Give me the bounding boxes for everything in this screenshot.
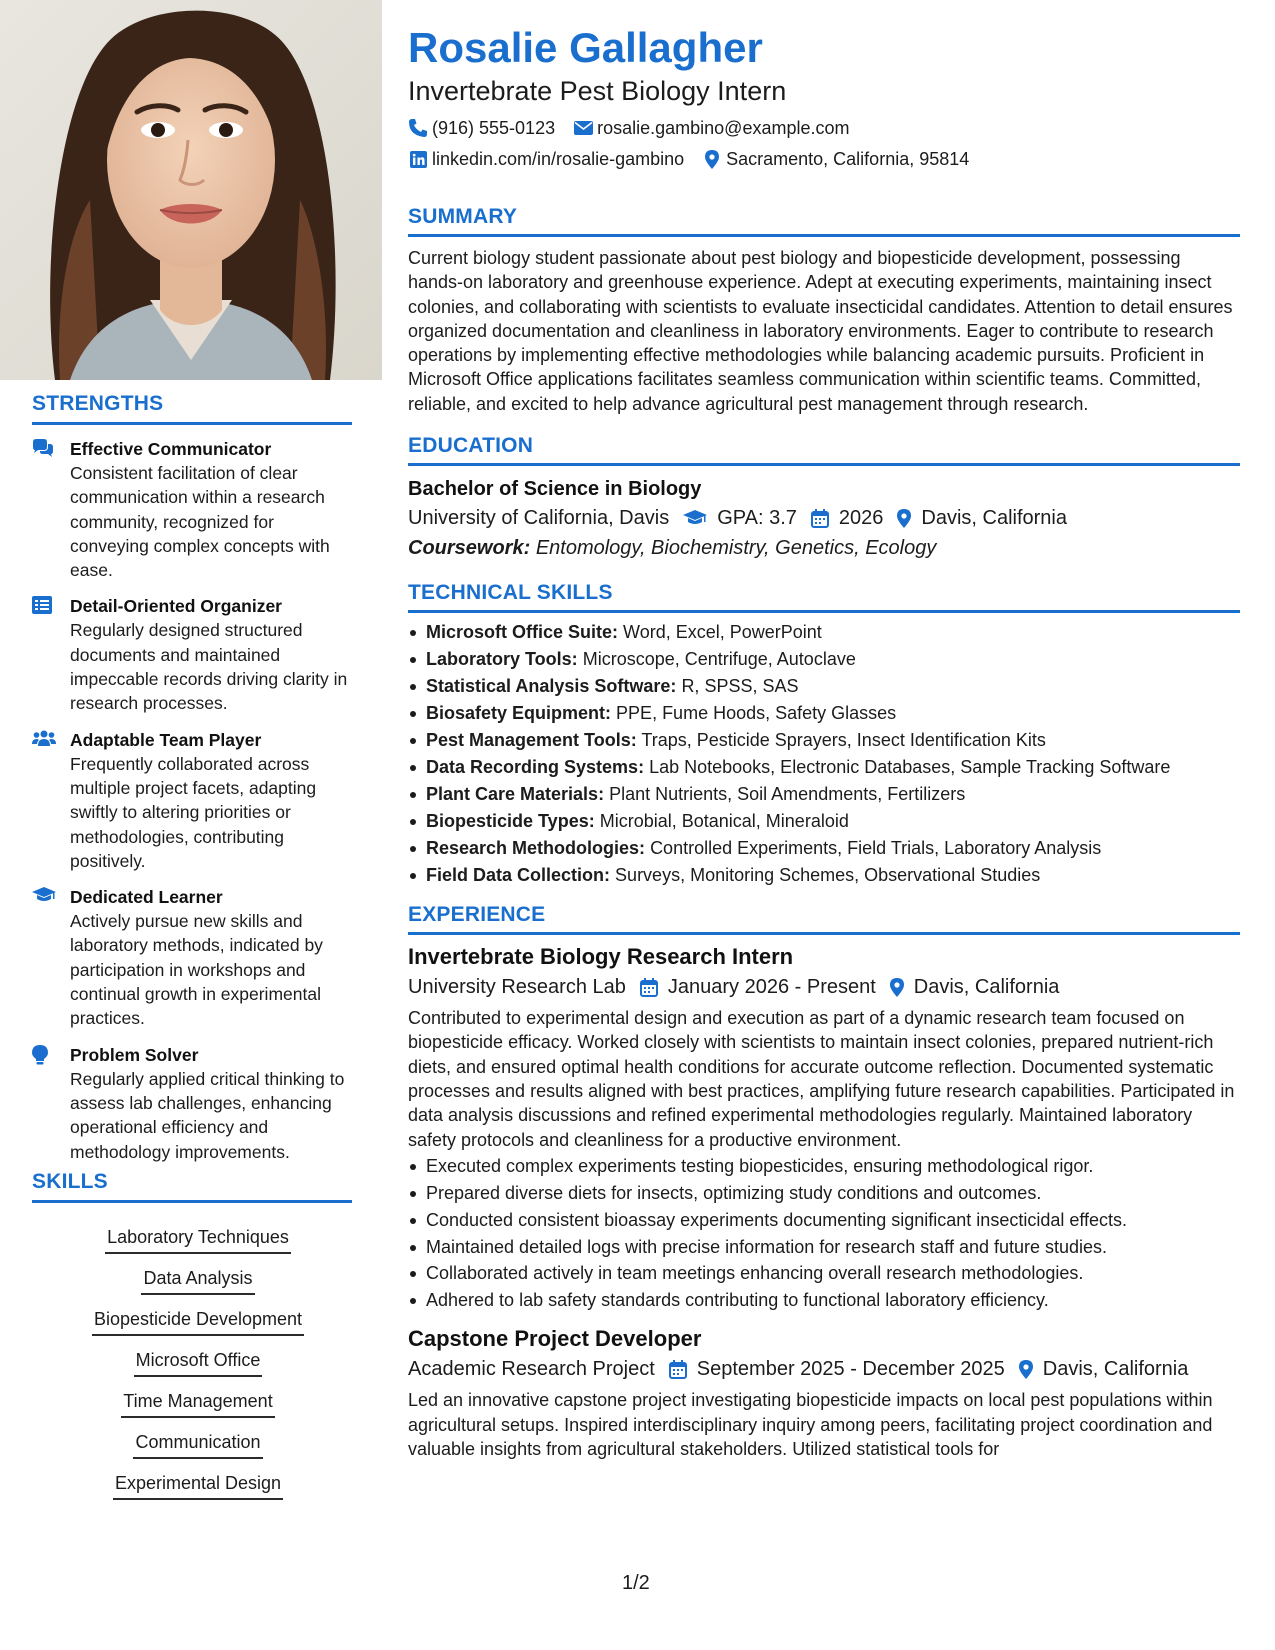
linkedin-icon	[408, 149, 428, 169]
list-icon	[32, 594, 70, 715]
skill-label: Biosafety Equipment:	[426, 703, 612, 724]
skill-label: Microsoft Office Suite:	[426, 622, 619, 643]
skills-list	[32, 1213, 352, 1500]
strength-item	[32, 1043, 352, 1164]
skill-tag: Microsoft Office	[134, 1348, 263, 1377]
technical-skill-item	[408, 808, 1240, 835]
technical-skills-section	[408, 581, 1240, 889]
technical-skills-list	[408, 619, 1240, 889]
map-pin-icon	[1019, 1360, 1033, 1379]
contact-row-2	[408, 147, 1240, 171]
chat-bubbles-icon	[32, 437, 70, 582]
job-bullet: Adhered to lab safety standards contributing to functional laboratory efficiency.	[408, 1287, 1240, 1314]
calendar-icon	[669, 1360, 687, 1379]
team-icon	[32, 728, 70, 873]
strength-title: Problem Solver	[70, 1044, 199, 1065]
job-entry	[408, 1324, 1240, 1461]
job-description: Led an innovative capstone project investigating biopesticide impacts on local pest populations within agricultural setups. Inspired interdisciplinary inquiry among peers, facilitating project coordination and valuable insights from agricultural stakeholders. Utilized statistical tools for	[408, 1390, 1213, 1459]
strength-description: Regularly designed structured documents and maintained impeccable records driving clarity in research processes.	[70, 620, 348, 714]
map-pin-icon	[890, 978, 904, 997]
strengths-section	[32, 392, 352, 1164]
strength-description: Regularly applied critical thinking to assess lab challenges, enhancing operational efficiency and methodology improvements.	[70, 1068, 345, 1162]
job-entry	[408, 942, 1240, 1314]
strength-item	[32, 728, 352, 873]
experience-heading: EXPERIENCE	[408, 903, 1240, 935]
strength-description: Frequently collaborated across multiple project facets, adapting swiftly to altering priorities or methodologies, contributing positively.	[70, 753, 317, 871]
graduation-cap-icon	[32, 885, 70, 1030]
skill-label: Laboratory Tools:	[426, 649, 578, 670]
job-meta	[408, 1354, 1240, 1384]
job-bullet: Maintained detailed logs with precise information for research staff and future studies.	[408, 1234, 1240, 1261]
strength-title: Adaptable Team Player	[70, 729, 262, 750]
strength-title: Effective Communicator	[70, 439, 272, 459]
skills-section	[32, 1170, 352, 1500]
candidate-name: Rosalie Gallagher	[408, 24, 763, 71]
job-organization: Academic Research Project	[408, 1358, 655, 1381]
map-pin-icon	[897, 509, 911, 528]
skill-tag: Data Analysis	[141, 1266, 254, 1295]
coursework-list: Entomology, Biochemistry, Genetics, Ecology	[535, 537, 937, 560]
technical-skill-item	[408, 646, 1240, 673]
skill-label: Plant Care Materials:	[426, 784, 605, 805]
degree-title: Bachelor of Science in Biology	[408, 478, 702, 501]
technical-skill-item	[408, 673, 1240, 700]
strength-description: Actively pursue new skills and laboratory methods, indicated by participation in workshops and continual growth in experimental practices.	[70, 911, 323, 1029]
email-contact[interactable]	[573, 116, 849, 140]
skill-label: Biopesticide Types:	[426, 811, 595, 832]
job-description: Contributed to experimental design and execution as part of a dynamic research team focused on biopesticide efficacy. Worked closely with scientists to maintain insect colonies, prepared nutrient-rich diets, and ensured optimal health conditions for accurate outcome reflection. Documented systematic processes and results aligned with best practices, amplifying future research capabilities. Participated in data analysis discussions and refined experimental methodologies regularly. Maintained laboratory safety protocols and cleanliness for a productive environment.	[408, 1008, 1235, 1150]
strength-title: Detail-Oriented Organizer	[70, 596, 282, 617]
job-location: Davis, California	[913, 976, 1060, 999]
skill-tag: Biopesticide Development	[92, 1307, 304, 1336]
skill-value: R, SPSS, SAS	[681, 676, 799, 697]
education-section	[408, 434, 1240, 563]
gpa-text: GPA: 3.7	[717, 507, 797, 530]
summary-text: Current biology student passionate about pest biology and biopesticide development, possessing hands-on laboratory and greenhouse experience. Adept at executing experiments, maintaining insect colonies, and collaborating with scientists to evaluate insecticidal candidates. Attention to detail ensures organized documentation and cleanliness in laboratory environments. Eager to contribute to research operations by implementing effective methodologies while balancing academic pursuits. Proficient in Microsoft Office applications facilitates seamless communication within scientific teams. Committed, reliable, and excited to help advance agricultural pest management through research.	[408, 248, 1233, 414]
job-bullet: Executed complex experiments testing biopesticides, ensuring methodological rigor.	[408, 1153, 1240, 1180]
right-column	[408, 22, 1240, 1461]
education-heading: EDUCATION	[408, 434, 1240, 466]
job-meta	[408, 972, 1240, 1002]
job-dates: January 2026 - Present	[667, 976, 876, 999]
portrait-photo	[0, 0, 382, 380]
strength-item	[32, 437, 352, 582]
technical-skills-heading: TECHNICAL SKILLS	[408, 581, 1240, 613]
calendar-icon	[640, 978, 658, 997]
job-organization: University Research Lab	[408, 976, 626, 999]
phone-contact[interactable]	[408, 116, 555, 140]
skill-value: Microscope, Centrifuge, Autoclave	[582, 649, 856, 670]
technical-skill-item	[408, 781, 1240, 808]
job-bullet: Collaborated actively in team meetings enhancing overall research methodologies.	[408, 1260, 1240, 1287]
graduation-cap-icon	[683, 510, 707, 526]
experience-section	[408, 903, 1240, 1461]
skill-value: Plant Nutrients, Soil Amendments, Fertilizers	[609, 784, 966, 805]
job-location: Davis, California	[1042, 1358, 1189, 1381]
skill-value: Surveys, Monitoring Schemes, Observational Studies	[615, 865, 1041, 886]
phone-icon	[408, 118, 428, 138]
skill-tag: Laboratory Techniques	[105, 1225, 291, 1254]
skill-label: Data Recording Systems:	[426, 757, 645, 778]
job-title: Invertebrate Biology Research Intern	[408, 944, 794, 970]
linkedin-contact[interactable]	[408, 147, 684, 171]
location-text: Sacramento, California, 95814	[726, 149, 970, 169]
skill-tag: Communication	[133, 1430, 262, 1459]
skill-tag: Experimental Design	[113, 1471, 283, 1500]
technical-skill-item	[408, 862, 1240, 889]
technical-skill-item	[408, 700, 1240, 727]
education-location: Davis, California	[921, 507, 1067, 530]
job-bullet: Conducted consistent bioassay experiments documenting significant insecticidal effects.	[408, 1207, 1240, 1234]
coursework-label: Coursework:	[408, 537, 531, 560]
technical-skill-item	[408, 619, 1240, 646]
skill-value: PPE, Fume Hoods, Safety Glasses	[616, 703, 897, 724]
graduation-year: 2026	[838, 507, 884, 530]
coursework-line	[408, 533, 1240, 563]
technical-skill-item	[408, 727, 1240, 754]
location-contact	[702, 147, 969, 171]
calendar-icon	[811, 509, 829, 528]
skill-label: Pest Management Tools:	[426, 730, 637, 751]
email-text: rosalie.gambino@example.com	[597, 118, 850, 138]
skill-label: Research Methodologies:	[426, 838, 646, 859]
summary-section	[408, 205, 1240, 416]
job-dates: September 2025 - December 2025	[696, 1358, 1005, 1381]
skill-label: Statistical Analysis Software:	[426, 676, 677, 697]
skill-tag: Time Management	[121, 1389, 274, 1418]
phone-text: (916) 555-0123	[432, 118, 556, 138]
page-number: 1/2	[622, 1572, 650, 1594]
skill-value: Word, Excel, PowerPoint	[623, 622, 822, 643]
strengths-heading: STRENGTHS	[32, 392, 352, 425]
strength-item	[32, 885, 352, 1030]
skill-value: Traps, Pesticide Sprayers, Insect Identification Kits	[641, 730, 1046, 751]
summary-heading: SUMMARY	[408, 205, 1240, 237]
map-pin-icon	[702, 149, 722, 169]
linkedin-text: linkedin.com/in/rosalie-gambino	[432, 149, 685, 169]
strength-title: Dedicated Learner	[70, 887, 223, 908]
technical-skill-item	[408, 754, 1240, 781]
skills-heading: SKILLS	[32, 1170, 352, 1203]
job-bullets	[408, 1153, 1240, 1314]
candidate-role: Invertebrate Pest Biology Intern	[408, 76, 787, 106]
education-meta	[408, 503, 1240, 533]
school-name: University of California, Davis	[408, 507, 670, 530]
technical-skill-item	[408, 835, 1240, 862]
skill-label: Field Data Collection:	[426, 865, 611, 886]
skill-value: Controlled Experiments, Field Trials, Laboratory Analysis	[650, 838, 1102, 859]
job-bullet: Prepared diverse diets for insects, optimizing study conditions and outcomes.	[408, 1180, 1240, 1207]
lightbulb-icon	[32, 1043, 70, 1164]
job-title: Capstone Project Developer	[408, 1326, 702, 1352]
skill-value: Microbial, Botanical, Mineraloid	[599, 811, 849, 832]
strength-description: Consistent facilitation of clear communication within a research community, recognized for conveying complex concepts with ease.	[70, 463, 330, 581]
left-column	[0, 0, 382, 1650]
skill-value: Lab Notebooks, Electronic Databases, Sample Tracking Software	[649, 757, 1171, 778]
envelope-icon	[573, 118, 593, 138]
contact-row	[408, 116, 1240, 140]
strength-item	[32, 594, 352, 715]
